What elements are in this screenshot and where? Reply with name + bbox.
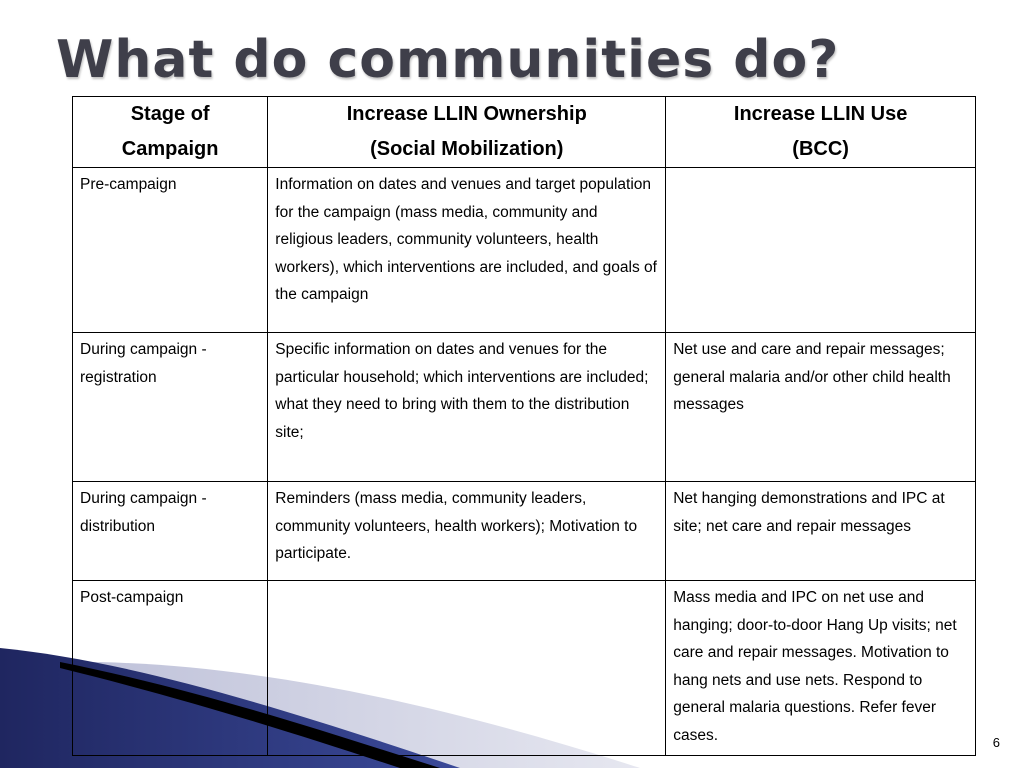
header-use-line2: (BCC) xyxy=(792,138,849,160)
slide-title: What do communities do? xyxy=(56,30,840,90)
header-ownership-line2: (Social Mobilization) xyxy=(370,138,564,160)
cell-use xyxy=(666,168,976,333)
header-stage-line1: Stage of xyxy=(130,103,210,125)
table-row xyxy=(73,482,976,581)
page-number: 6 xyxy=(992,735,1000,750)
cell-ownership xyxy=(268,581,666,756)
cell-ownership: Specific information on dates and venues for the particular household; which interventions are included; what they need to bring with them to the distribution site; xyxy=(268,333,666,482)
header-ownership xyxy=(268,97,666,168)
cell-use: Net hanging demonstrations and IPC at site; net care and repair messages xyxy=(666,482,976,581)
cell-stage: During campaign - registration xyxy=(73,333,268,482)
cell-ownership: Reminders (mass media, community leaders, community volunteers, health workers); Motivation to participate. xyxy=(268,482,666,581)
cell-stage: Post-campaign xyxy=(73,581,268,756)
header-ownership-line1: Increase LLIN Ownership xyxy=(346,103,587,125)
cell-use: Mass media and IPC on net use and hanging; door-to-door Hang Up visits; net care and repair messages. Motivation to hang nets and use nets. Respond to general malaria questions. Refer fever cases. xyxy=(666,581,976,756)
cell-stage: During campaign - distribution xyxy=(73,482,268,581)
cell-use: Net use and care and repair messages; general malaria and/or other child health messages xyxy=(666,333,976,482)
table-row xyxy=(73,581,976,756)
cell-stage: Pre-campaign xyxy=(73,168,268,333)
header-stage xyxy=(73,97,268,168)
header-use xyxy=(666,97,976,168)
header-stage-line2: Campaign xyxy=(121,138,219,160)
campaign-table xyxy=(72,96,976,756)
cell-ownership: Information on dates and venues and target population for the campaign (mass media, community and religious leaders, community volunteers, health workers), which interventions are included, and goals of the campaign xyxy=(268,168,666,333)
header-use-line1: Increase LLIN Use xyxy=(733,103,908,125)
table-row xyxy=(73,333,976,482)
table-row xyxy=(73,168,976,333)
table-header-row xyxy=(73,97,976,168)
